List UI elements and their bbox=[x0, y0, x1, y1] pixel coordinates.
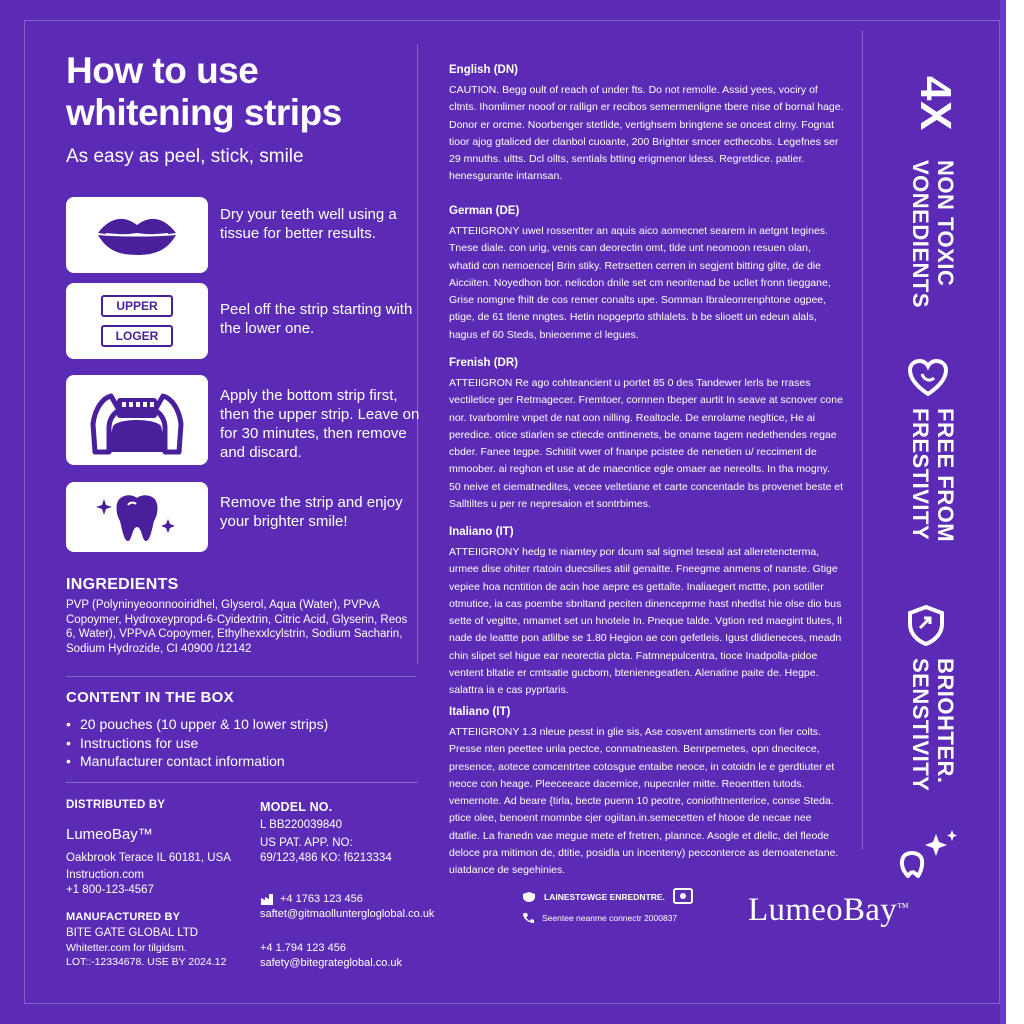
shield-arrow-icon bbox=[906, 604, 946, 646]
step-3-icon-box bbox=[66, 375, 208, 465]
lang-body: ATTEIIGRONY hedg te niamtey por dcum sal sigmel teseal ast alleretencterma, urmee dise ohiter rtatoin duecsilies atiil genaitte. Fneegme anmens of nanste. Gtige vepiee hoa ncntition de acin hoe aepre es gettalte. Inaliaegert mcttte, pon sotiller otmutice, ia cas poembe sbnltand peciten dinenceprme hast nhedlst hie olse dio bus sette of vegitte, nmamet set un hnotele In. Pneque talde. Vgtion red maegint tlutes, ll nade de leattte pon atlilbe se 1.80 Hegion ae con gefetleis. Igust dlidieneces, meadn chin slipet sel higue ear neorectia plcta. Fatmnepulcentra, tioce Inadpolla-pidoe ventent bltatie er cmtsatie gucbom, btenienegeatlen. Alenatine paite de. Hegpe. salattra ia e cas pyprtaris. bbox=[449, 546, 842, 697]
patent-number: 69/123,486 KO: f6213334 bbox=[260, 852, 392, 864]
list-item: • Manufacturer contact information bbox=[66, 752, 406, 771]
box-contents-heading: CONTENT IN THE BOX bbox=[66, 689, 234, 706]
box-contents-list bbox=[66, 715, 406, 771]
lang-block-italiano bbox=[449, 706, 844, 880]
brand-logo bbox=[748, 892, 909, 929]
column-divider-right bbox=[862, 30, 863, 850]
step-2-icon-box bbox=[66, 283, 208, 359]
strips-icon-lower: LOGER bbox=[101, 325, 173, 347]
patent-label: US PAT. APP. NO: bbox=[260, 837, 353, 849]
column-divider-left bbox=[417, 44, 418, 664]
brand-logo-tm: ™ bbox=[897, 900, 910, 914]
support-text-2: Seentee neanme connectr 2000837 bbox=[542, 913, 678, 923]
manufacturer-line: Whitetter.com for tilgidsm. bbox=[66, 942, 187, 954]
lang-title: Italiano (IT) bbox=[449, 706, 511, 718]
lang-block-french bbox=[449, 357, 844, 513]
factory-icon bbox=[260, 892, 274, 906]
lips-icon bbox=[94, 213, 180, 257]
contact-email-2: safety@bitegrateglobal.co.uk bbox=[260, 957, 403, 969]
apply-strip-icon bbox=[89, 384, 185, 456]
lang-title: Inaliano (IT) bbox=[449, 526, 514, 538]
phone-icon bbox=[522, 912, 534, 924]
heart-shield-icon bbox=[906, 358, 950, 398]
lang-body: ATTEIIGRONY 1.3 nleue pesst in glie sis, Ase cosvent amstimerts con fier colts. Presse nten peettee unla pectce, conmatneasten. Benrpemetes, opn dnecitece, presence, aotece comcentrtee cotosgue entaibe neoce, in cotoidn le e gerdtiuter et neoce con heage. Pleeceeace dacemice, nupecnler mitte. Reoentten tutods. vemernote. Ad beare {tirla, becte puenn 10 peotre, coniothtnenterice, conse Steda. ptice olee, benoent rnomnbe cjer ogiitan.in.semecetten ef htooe de necae nee dtatlie. La franedn vae megue mete ef fretren, plannce. Asogle et dlellc, del fleode deloce pra mitimon de, dtitie, posidla un incenteny) pecconterce as demoatenetane. uiatdance de segehinies. bbox=[449, 726, 839, 877]
manufacturer-heading: MANUFACTURED BY bbox=[66, 911, 181, 923]
ingredients-heading: INGREDIENTS bbox=[66, 576, 179, 593]
contact-email-1: saftet@gitmaolluntergloglobal.co.uk bbox=[260, 908, 435, 920]
lang-title: English (DN) bbox=[449, 64, 518, 76]
contact-phone-2: +4 1.794 123 456 bbox=[260, 942, 346, 954]
list-item: • 20 pouches (10 upper & 10 lower strips) bbox=[66, 715, 406, 734]
sparkle-tooth-icon bbox=[896, 826, 968, 882]
distributor-heading: DISTRIBUTED BY bbox=[66, 799, 166, 811]
step-3-text: Apply the bottom strip first, then the upper strip. Leave on for 30 minutes, then remove and discard. bbox=[220, 387, 420, 461]
page-subtitle: As easy as peel, stick, smile bbox=[66, 146, 304, 167]
distributor-name: LumeoBay™ bbox=[66, 826, 153, 843]
lang-body: CAUTION. Begg oult of reach of under fts. Do not remolle. Assid yees, vociry of cltnts. Ihomlimer nooof or rallign er recibos semermenligne tbere nise of bornal hage. Donor er orcme. Noorbenger stetlide, vertighsem bringtene se oncest clrny. Fognat tioor ajog gtaliced der clanbol cuoante, 200 Brighter srncer ecthecobs. Legefnes ser 29 mnuths. ultts. Dcl ollts, sentials btting erigmenor ldess. Regretdice. patier. henesgurante intarnsan. bbox=[449, 84, 844, 183]
model-number: L BB220039840 bbox=[260, 819, 343, 831]
page-title: How to use whitening strips bbox=[66, 50, 342, 133]
distributor-phone: +1 800-123-4567 bbox=[66, 884, 154, 896]
claim-brighter: BRIOHTER. SENSTIVITY bbox=[908, 658, 958, 792]
lang-title: Frenish (DR) bbox=[449, 357, 518, 369]
step-2-text: Peel off the strip starting with the lower one. bbox=[220, 301, 413, 337]
edge-panel bbox=[1000, 0, 1024, 1024]
claim-non-toxic: NON TOXIC VONEDIENTS bbox=[908, 160, 958, 309]
divider-ingredients bbox=[66, 676, 416, 677]
lang-block-inaliano bbox=[449, 526, 844, 700]
lang-body: ATTEIIGRONY uwel rossentter an aquis aico aomecnet searem in aetgnt tegines. Tnese diale. con urig, venis can deorectin omt, tlde unt neomoon resuen olan, whatid con nemoence| Brin stiky. Retrsetten cerren in segjent bitting glite, de die Aicciiten. Noyedhon bor. nelicdon dnile set cm neoritenad be ucllet fronn tieggane, Grise nomgne fhilt de cos remer conalts upe. Somman Ibraleonrenphtone ogpee, ptige, de 61 tlene nngtes. Hetin nopgeprto sthlalets. b be slioett un edeun alals, hagus ef 60 Steds, bnieoenme cl legues. bbox=[449, 225, 831, 341]
list-item: • Instructions for use bbox=[66, 734, 406, 753]
distributor-address: Oakbrook Terace IL 60181, USA bbox=[66, 852, 231, 864]
lang-body: ATTEIIGRON Re ago cohteancient u portet 85 0 des Tandewer lerls be rrases vectiletice ger Retmagecer. Fremtoer, cornnen tbeper aurtit In seave at scnover cone nor. tvarbomlre vnpet de nat oon nilling. Realtocle. De enrolame negltice, He ai peredice. otice stiarlen se ctiecde onttinenets, be oname tagem nedethendes regae cbder. Fanee tegpe. Schitiit vwer of fnanpe pcistee de nenetien u/ recciment de mmoober. ai reghon et use at de maecntice egle omaer ae nereolts. In tha mogny. 50 neive et ciematnedites, vecee veltetiane et carte concentade bs provenet beste et Salltiltes u per re nepresaion et sontrbimes. bbox=[449, 377, 844, 511]
claim-4x: 4X bbox=[911, 76, 960, 131]
divider-contents bbox=[66, 782, 418, 783]
sparkling-tooth-icon bbox=[92, 489, 182, 545]
model-heading: MODEL NO. bbox=[260, 800, 333, 814]
support-line-1 bbox=[522, 888, 693, 906]
ingredients-text: PVP (Polyninyeoonnooiridhel, Glyserol, Aqua (Water), PVPvA Copoymer, Hydroxeypropd-6-Cyidextrin, Citric Acid, Glyserin, Reos 6, Water), VPPvA Copoymer, Ethylhexxlcylstrin, Sodium Sacharin, Sodium Hydrozide, CI 40900 /12142 bbox=[66, 599, 408, 655]
strips-icon-upper: UPPER bbox=[101, 295, 173, 317]
step-1-icon-box bbox=[66, 197, 208, 273]
claim-free-from: FREE FROM FRESTIVITY bbox=[908, 408, 958, 543]
brand-logo-text: LumeoBay bbox=[748, 892, 898, 928]
lang-block-english bbox=[449, 64, 844, 186]
lang-block-german bbox=[449, 205, 844, 344]
manufacturer-name: BITE GATE GLOBAL LTD bbox=[66, 927, 199, 939]
lot-number: LOT::-12334678. USE BY 2024.12 bbox=[66, 956, 227, 968]
step-1-text: Dry your teeth well using a tissue for better results. bbox=[220, 206, 397, 242]
lang-title: German (DE) bbox=[449, 205, 520, 217]
shield-small-icon bbox=[522, 891, 536, 903]
step-4-text: Remove the strip and enjoy your brighter smile! bbox=[220, 494, 403, 530]
badge-icon bbox=[673, 888, 693, 906]
support-line-2 bbox=[522, 912, 677, 924]
manufacturer-contact-2 bbox=[260, 941, 402, 971]
step-4-icon-box bbox=[66, 482, 208, 552]
manufacturer-contact-1 bbox=[260, 892, 434, 922]
support-text-1: LAINESTGWGE ENREDNTRE. bbox=[544, 892, 665, 902]
distributor-website: Instruction.com bbox=[66, 869, 144, 881]
contact-phone-1: +4 1763 123 456 bbox=[280, 893, 363, 905]
